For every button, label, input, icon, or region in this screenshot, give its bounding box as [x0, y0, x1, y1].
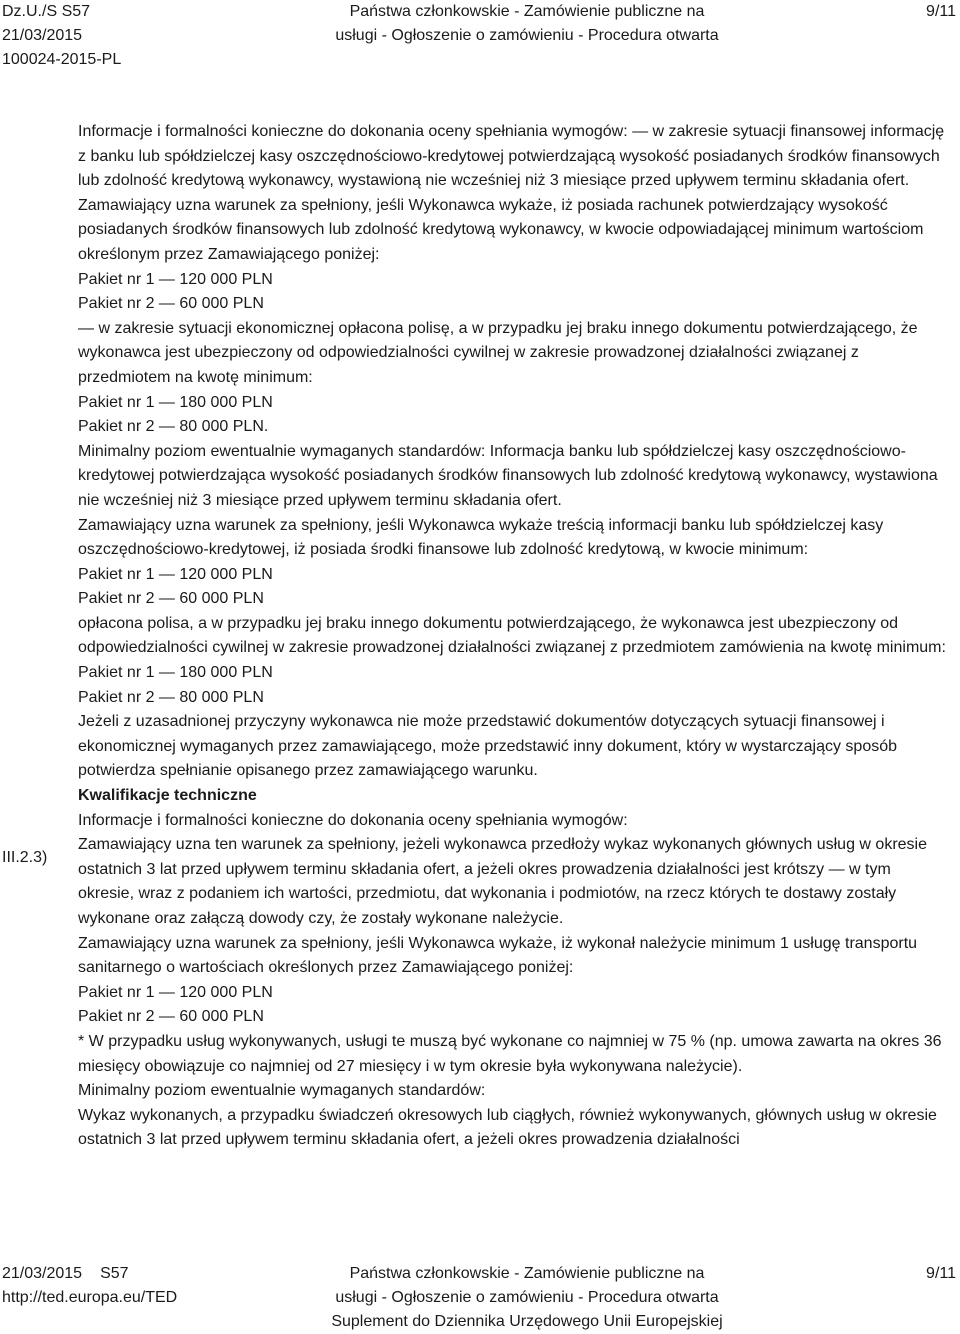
header-notice-id: 100024-2015-PL — [2, 51, 122, 68]
footer-left — [2, 1262, 177, 1310]
header-title-line2: usługi - Ogłoszenie o zamówieniu - Procedura otwarta — [335, 27, 719, 44]
header-date: 21/03/2015 — [2, 27, 83, 44]
paragraph: Pakiet nr 1 — 120 000 PLN — [78, 565, 273, 583]
paragraph: Informacje i formalności konieczne do dokonania oceny spełniania wymogów: — [78, 811, 628, 829]
header-left — [2, 0, 121, 72]
paragraph: Zamawiający uzna ten warunek za spełniony, jeżeli wykonawca przedłoży wykaz wykonanych głównych usług w okresie ostatnich 3 lat przed upływem terminu składania ofert, a jeżeli okres prowadzenia działalności jest krótszy — w tym okresie, wraz z podaniem ich wartości, przedmiotu, dat wykonania i podmiotów, na rzecz których te dostawy zostały wykonane oraz załączą dowody czy, że zostały wykonane należycie. — [78, 836, 927, 927]
paragraph: Wykaz wykonanych, a przypadku świadczeń okresowych lub ciągłych, również wykonywanych, głównych usług w okresie ostatnich 3 lat przed upływem terminu składania ofert, a jeżeli okres prowadzenia działalności — [78, 1106, 937, 1149]
paragraph: Informacje i formalności konieczne do dokonania oceny spełniania wymogów: — w zakresie sytuacji finansowej informację z banku lub spółdzielczej kasy oszczędnościowo-kredytowej potwierdzającą wysokość posiadanych środków finansowych lub zdolność kredytową wykonawcy, wystawioną nie wcześniej niż 3 miesiące przed upływem terminu składania ofert. — [78, 123, 945, 190]
paragraph: — w zakresie sytuacji ekonomicznej opłacona polisę, a w przypadku jej braku innego dokumentu potwierdzającego, że wykonawca jest ubezpieczony od odpowiedzialności cywilnej w zakresie prowadzonej działalności związanej z przedmiotem na kwotę minimum: — [78, 319, 918, 386]
paragraph: Zamawiający uzna warunek za spełniony, jeśli Wykonawca wykaże, iż wykonał należycie minimum 1 usługę transportu sanitarnego o wartościach określonych przez Zamawiającego poniżej: — [78, 934, 918, 977]
page-header — [0, 0, 960, 70]
section-number: III.2.3) — [2, 849, 48, 866]
footer-date: 21/03/2015 — [2, 1265, 83, 1282]
paragraph: opłacona polisa, a w przypadku jej braku innego dokumentu potwierdzającego, że wykonawca jest ubezpieczony od odpowiedzialności cywilnej w zakresie prowadzonej działalności związanej z przedmiotem zamówienia na kwotę minimum: — [78, 614, 946, 657]
footer-series: S57 — [100, 1265, 129, 1282]
section-title: Kwalifikacje techniczne — [78, 787, 257, 805]
paragraph: * W przypadku usług wykonywanych, usługi te muszą być wykonane co najmniej w 75 % (np. umowa zawarta na okres 36 miesięcy obowiązuje co najmniej od 27 miesięcy i w tym okresie była wykonywana należycie). — [78, 1032, 942, 1075]
footer-title-line2: usługi - Ogłoszenie o zamówieniu - Procedura otwarta — [335, 1289, 719, 1306]
document-body — [78, 120, 948, 1153]
footer-url-link[interactable]: http://ted.europa.eu/TED — [2, 1289, 178, 1306]
paragraph: Jeżeli z uzasadnionej przyczyny wykonawca nie może przedstawić dokumentów dotyczących sytuacji finansowej i ekonomicznej wymaganych przez zamawiającego, może przedstawić inny dokument, który w wystarczający sposób potwierdza spełnianie opisanego przez zamawiającego warunku. — [78, 713, 898, 780]
page-footer — [0, 1262, 960, 1334]
footer-supplement: Suplement do Dziennika Urzędowego Unii Europejskiej — [331, 1313, 723, 1330]
header-journal-ref: Dz.U./S S57 — [2, 3, 91, 20]
header-page-number: 9/11 — [926, 3, 956, 20]
footer-page-number: 9/11 — [926, 1265, 956, 1282]
paragraph: Pakiet nr 1 — 120 000 PLN — [78, 270, 273, 288]
paragraph: Pakiet nr 1 — 120 000 PLN — [78, 983, 273, 1001]
paragraph: Pakiet nr 2 — 60 000 PLN — [78, 295, 264, 313]
paragraph: Pakiet nr 2 — 80 000 PLN. — [78, 418, 269, 436]
paragraph: Pakiet nr 1 — 180 000 PLN — [78, 664, 273, 682]
paragraph: Pakiet nr 2 — 60 000 PLN — [78, 590, 264, 608]
paragraph: Pakiet nr 1 — 180 000 PLN — [78, 393, 273, 411]
paragraph: Minimalny poziom ewentualnie wymaganych standardów: — [78, 1082, 486, 1100]
paragraph: Zamawiający uzna warunek za spełniony, jeśli Wykonawca wykaże, iż posiada rachunek potwierdzający wysokość posiadanych środków finansowych lub zdolność kredytową wykonawcy, w kwocie odpowiadającej minimum wartościom określonym przez Zamawiającego poniżej: — [78, 196, 924, 263]
header-center — [312, 0, 742, 48]
paragraph: Zamawiający uzna warunek za spełniony, jeśli Wykonawca wykaże treścią informacji banku lub spółdzielczej kasy oszczędnościowo-kredytowej, iż posiada środki finansowe lub zdolność kredytową, w kwocie minimum: — [78, 516, 884, 559]
paragraph: Minimalny poziom ewentualnie wymaganych standardów: Informacja banku lub spółdzielczej kasy oszczędnościowo-kredytowej potwierdzająca wysokość posiadanych środków finansowych lub zdolność kredytową wykonawcy, wystawiona nie wcześniej niż 3 miesiące przed upływem terminu składania ofert. — [78, 442, 938, 509]
paragraph: Pakiet nr 2 — 60 000 PLN — [78, 1008, 264, 1026]
footer-title-line1: Państwa członkowskie - Zamówienie publiczne na — [349, 1265, 705, 1282]
footer-center — [312, 1262, 742, 1334]
paragraph: Pakiet nr 2 — 80 000 PLN — [78, 688, 264, 706]
header-title-line1: Państwa członkowskie - Zamówienie publiczne na — [349, 3, 705, 20]
